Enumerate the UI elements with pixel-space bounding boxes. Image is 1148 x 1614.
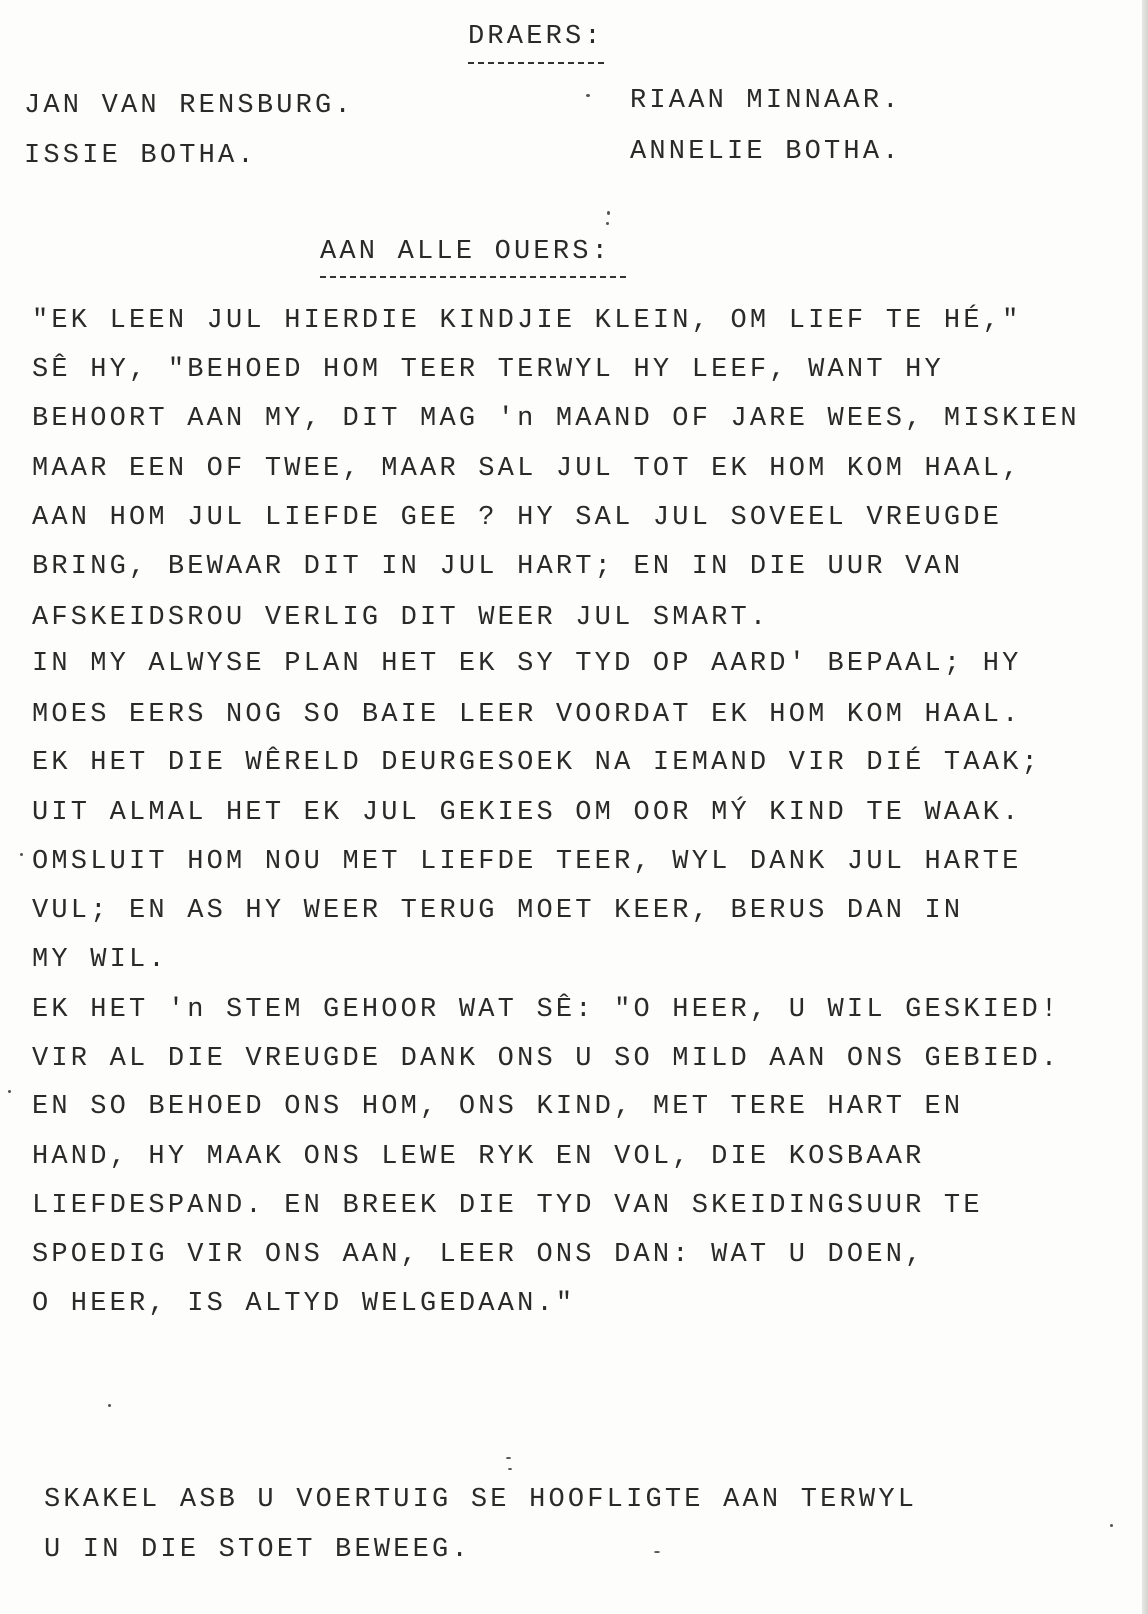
scan-speck: [508, 1468, 512, 1470]
poem-line: SÊ HY, "BEHOED HOM TEER TERWYL HY LEEF, WANT HY: [32, 355, 944, 385]
poem-line: UIT ALMAL HET EK JUL GEKIES OM OOR MÝ KIND TE WAAK.: [32, 798, 1022, 828]
poem-line: "EK LEEN JUL HIERDIE KINDJIE KLEIN, OM LIEF TE HÉ,": [32, 306, 1022, 336]
poem-line: BRING, BEWAAR DIT IN JUL HART; EN IN DIE UUR VAN: [32, 552, 964, 582]
section-title-underline: [320, 276, 626, 278]
page-edge-shadow: [1142, 0, 1148, 1614]
poem-line: O HEER, IS ALTYD WELGEDAAN.": [32, 1289, 576, 1319]
poem-line: VIR AL DIE VREUGDE DANK ONS U SO MILD AAN ONS GEBIED.: [32, 1044, 1061, 1074]
poem-line: VUL; EN AS HY WEER TERUG MOET KEER, BERUS DAN IN: [32, 896, 964, 926]
poem-line: LIEFDESPAND. EN BREEK DIE TYD VAN SKEIDINGSUUR TE: [32, 1191, 983, 1221]
scan-speck: [1110, 1524, 1113, 1527]
bearer-name: JAN VAN RENSBURG.: [24, 91, 354, 121]
poem-line: IN MY ALWYSE PLAN HET EK SY TYD OP AARD' BEPAAL; HY: [32, 649, 1022, 679]
poem-line: EK HET DIE WÊRELD DEURGESOEK NA IEMAND VIR DIÉ TAAK;: [32, 748, 1041, 778]
section-title: AAN ALLE OUERS:: [320, 237, 612, 267]
bearer-name: ANNELIE BOTHA.: [630, 137, 902, 167]
poem-line: SPOEDIG VIR ONS AAN, LEER ONS DAN: WAT U DOEN,: [32, 1240, 925, 1270]
scan-speck: [607, 211, 610, 215]
poem-line: MY WIL.: [32, 945, 168, 975]
poem-line: AFSKEIDSROU VERLIG DIT WEER JUL SMART.: [32, 603, 770, 633]
poem-line: MOES EERS NOG SO BAIE LEER VOORDAT EK HOM KOM HAAL.: [32, 700, 1022, 730]
notice-line: SKAKEL ASB U VOERTUIG SE HOOFLIGTE AAN TERWYL: [44, 1485, 918, 1515]
scan-speck: [606, 222, 609, 225]
notice-line: U IN DIE STOET BEWEEG.: [44, 1535, 471, 1565]
poem-line: HAND, HY MAAK ONS LEWE RYK EN VOL, DIE KOSBAAR: [32, 1142, 925, 1172]
poem-line: BEHOORT AAN MY, DIT MAG 'n MAAND OF JARE WEES, MISKIEN: [32, 404, 1080, 434]
scan-speck: [108, 1404, 111, 1407]
title-underline: [468, 62, 604, 64]
poem-line: OMSLUIT HOM NOU MET LIEFDE TEER, WYL DANK JUL HARTE: [32, 847, 1022, 877]
poem-line: EK HET 'n STEM GEHOOR WAT SÊ: "O HEER, U WIL GESKIED!: [32, 995, 1061, 1025]
scan-speck: [586, 94, 590, 97]
scan-speck: [20, 853, 23, 856]
scan-speck: [654, 1551, 660, 1553]
bearer-name: ISSIE BOTHA.: [24, 141, 257, 171]
poem-line: AAN HOM JUL LIEFDE GEE ? HY SAL JUL SOVEEL VREUGDE: [32, 503, 1003, 533]
poem-line: EN SO BEHOED ONS HOM, ONS KIND, MET TERE HART EN: [32, 1092, 964, 1122]
bearer-name: RIAAN MINNAAR.: [630, 86, 902, 116]
scan-speck: [506, 1457, 511, 1459]
document-title: DRAERS:: [468, 22, 604, 52]
scan-speck: [8, 1090, 11, 1093]
poem-line: MAAR EEN OF TWEE, MAAR SAL JUL TOT EK HOM KOM HAAL,: [32, 454, 1022, 484]
